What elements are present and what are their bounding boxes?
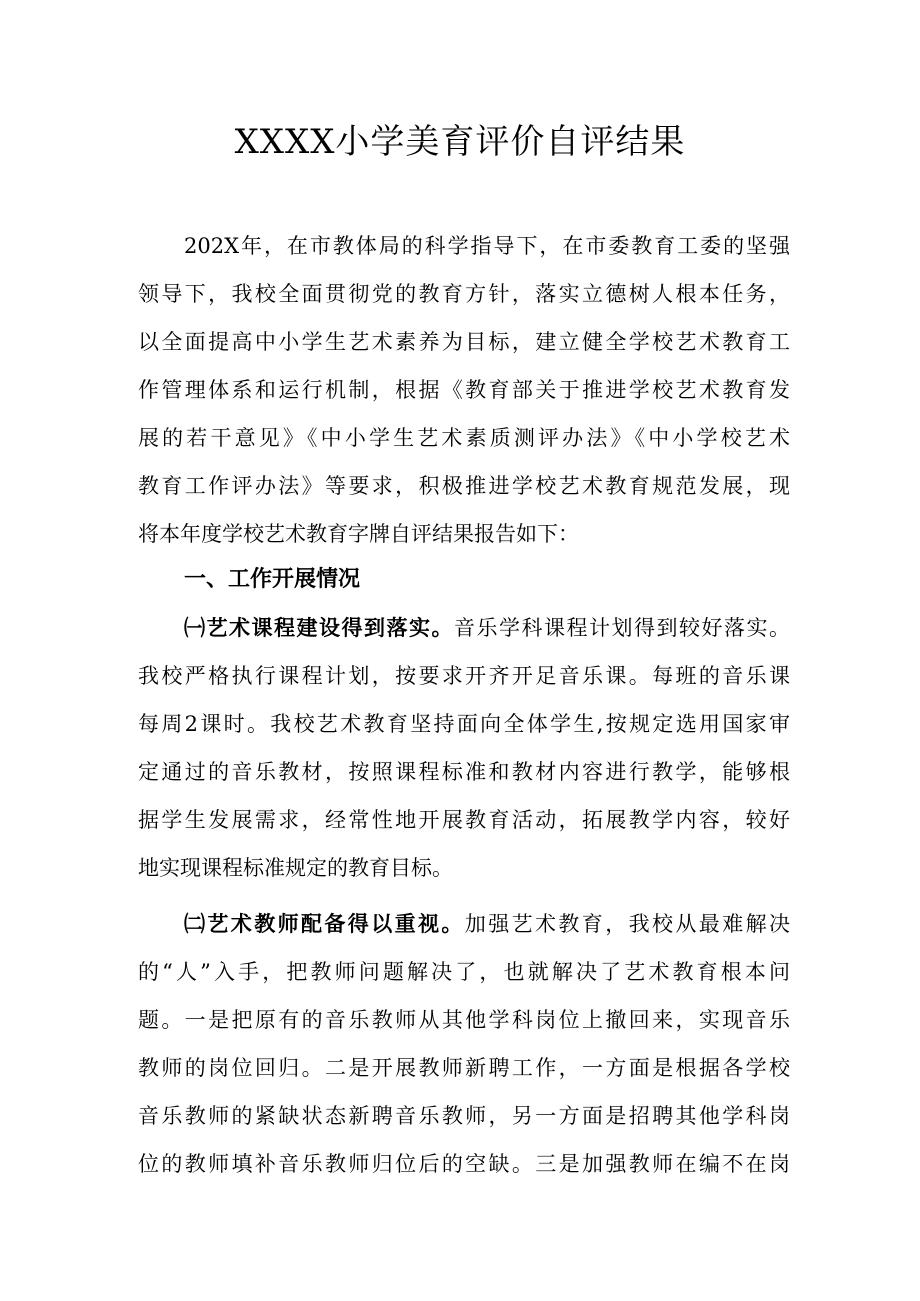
section-heading: 一、工作开展情况	[184, 567, 361, 592]
intro-line-3: 以全面提高中小学生艺术素养为目标，建立健全学校艺术教育工	[138, 330, 790, 354]
item2-first-line-text: 加强艺术教育，我校从最难解决	[464, 912, 790, 936]
item2-line-4: 教师的岗位回归。二是开展教师新聘工作，一方面是根据各学校	[138, 1056, 790, 1080]
item1-line-6: 地实现课程标准规定的教育目标。	[138, 856, 453, 880]
item2-line-6: 位的教师填补音乐教师归位后的空缺。三是加强教师在编不在岗	[138, 1152, 790, 1176]
intro-line-6: 教育工作评办法》等要求，积极推进学校艺术教育规范发展，现	[138, 474, 790, 498]
intro-line-1: 202X年，在市教体局的科学指导下，在市委教育工委的坚强	[184, 234, 790, 258]
item1-line-4: 定通过的音乐教材，按照课程标准和教材内容进行教学，能够根	[138, 760, 790, 784]
intro-line-2: 领导下，我校全面贯彻党的教育方针，落实立德树人根本任务，	[138, 282, 790, 306]
item2-line-5: 音乐教师的紧缺状态新聘音乐教师，另一方面是招聘其他学科岗	[138, 1104, 790, 1128]
item2-line-2: 的“人”入手，把教师问题解决了，也就解决了艺术教育根本问	[138, 960, 790, 984]
intro-line-4: 作管理体系和运行机制，根据《教育部关于推进学校艺术教育发	[138, 378, 790, 402]
item2-line-3: 题。一是把原有的音乐教师从其他学科岗位上撤回来，实现音乐	[138, 1008, 790, 1032]
item1-line-5: 据学生发展需求，经常性地开展教育活动，拓展教学内容，较好	[138, 808, 790, 832]
item1-first-line-text: 音乐学科课程计划得到较好落实。	[454, 616, 790, 640]
intro-line-7: 将本年度学校艺术教育字牌自评结果报告如下：	[138, 522, 579, 546]
intro-line-5: 展的若干意见》《中小学生艺术素质测评办法》《中小学校艺术	[138, 426, 790, 450]
item1-lead: ㈠艺术课程建设得到落实。	[184, 616, 454, 640]
item2-lead: ㈡艺术教师配备得以重视。	[184, 912, 465, 936]
item1-first-line	[184, 610, 790, 646]
document-title: XXXX小学美育评价自评结果	[234, 122, 686, 162]
item1-line-3: 每周2课时。我校艺术教育坚持面向全体学生,按规定选用国家审	[138, 712, 790, 736]
item2-first-line	[184, 906, 790, 942]
item1-line-2: 我校严格执行课程计划，按要求开齐开足音乐课。每班的音乐课	[138, 664, 790, 688]
